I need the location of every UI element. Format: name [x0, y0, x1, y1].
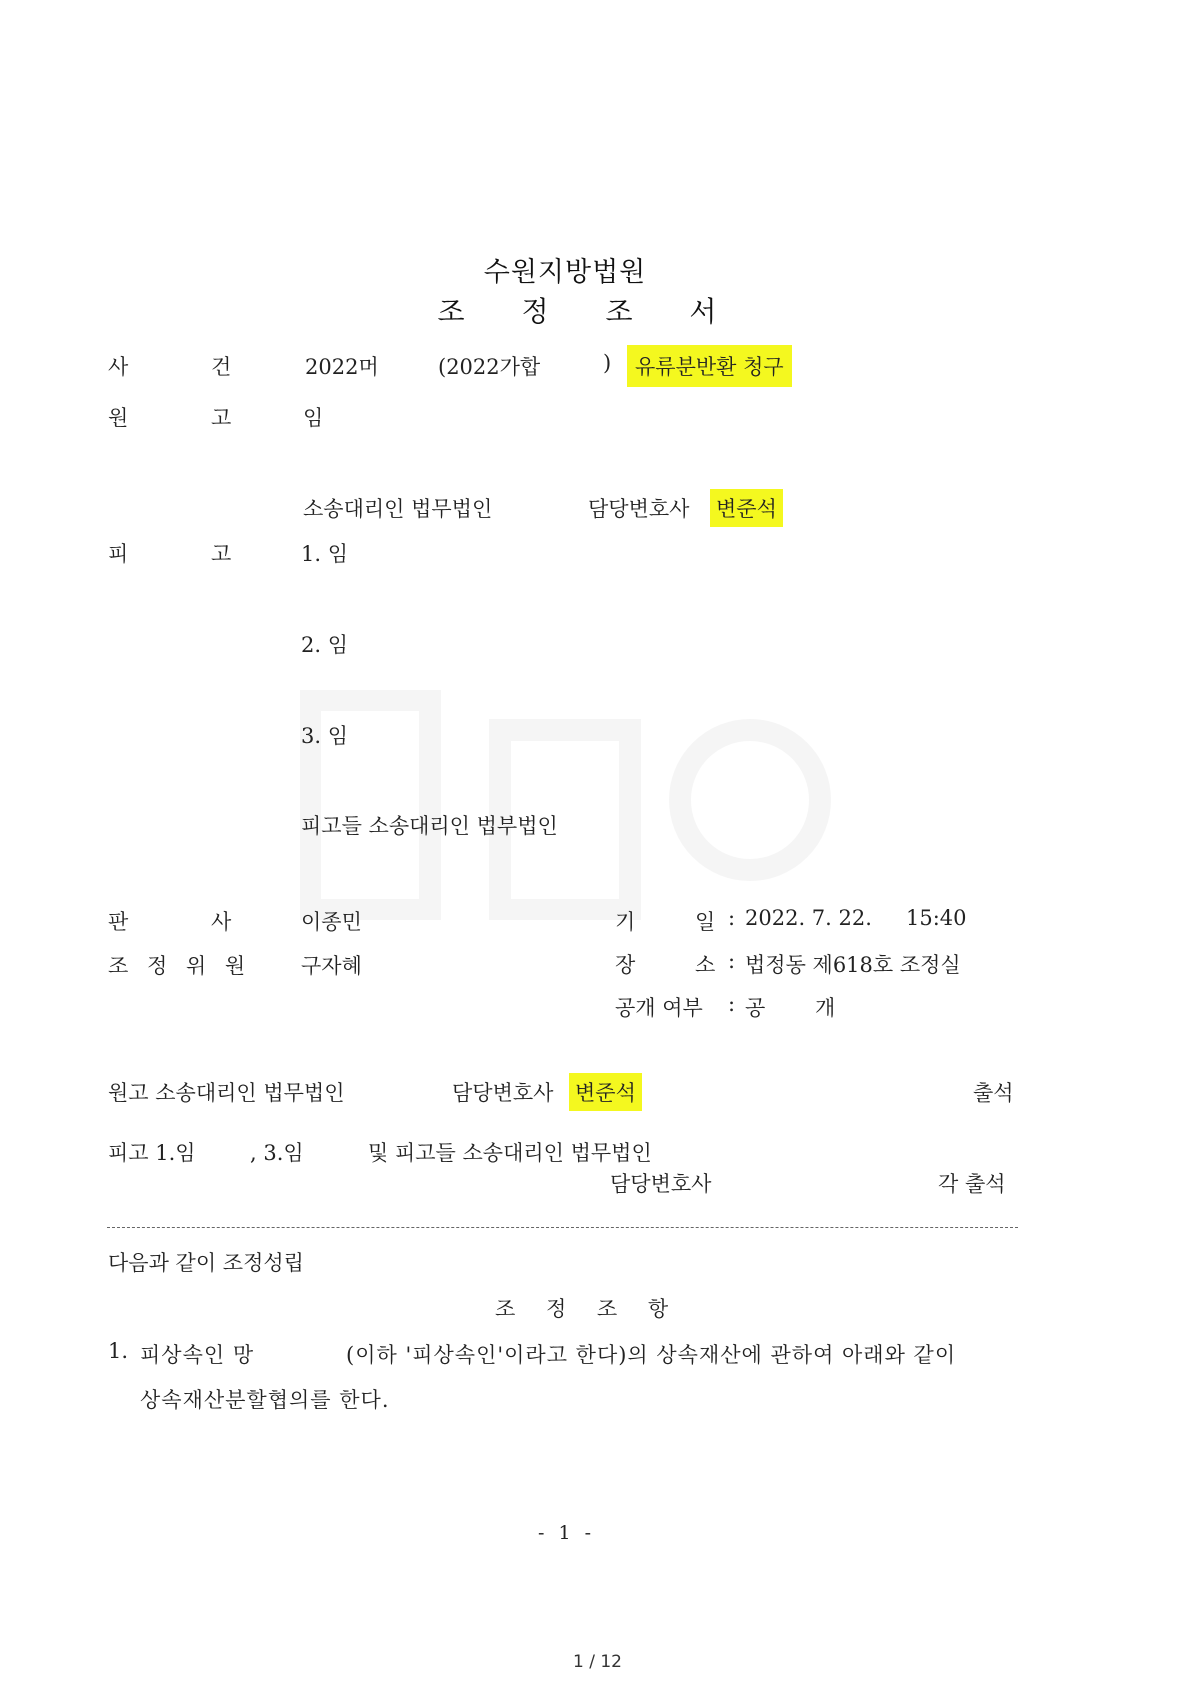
- place-colon: :: [728, 949, 736, 973]
- mediator-label: 조 정 위 원: [108, 954, 252, 978]
- defendant-item-3: 3. 임: [301, 724, 348, 748]
- public-value-a: 공: [745, 996, 766, 1020]
- attendance-attorney-name-highlight: 변준석: [569, 1073, 642, 1111]
- place-label-b: 소: [695, 953, 716, 977]
- defendant-label-b: 고: [211, 542, 232, 566]
- court-name: 수원지방법원: [483, 257, 647, 288]
- date-label-b: 일: [695, 910, 716, 934]
- attendance-defendant-status: 각 출석: [938, 1172, 1006, 1196]
- defendants-agent: 피고들 소송대리인 법부법인: [301, 814, 558, 838]
- session-time: 15:40: [906, 906, 967, 930]
- attendance-defendant-suffix: 및 피고들 소송대리인 법무법인: [368, 1141, 652, 1165]
- judge-label-b: 사: [211, 910, 232, 934]
- case-label-b: 건: [211, 355, 232, 379]
- attendance-plaintiff-status: 출석: [973, 1081, 1014, 1105]
- clause-1-number: 1.: [108, 1339, 129, 1363]
- clause-1-part-c: 상속재산분할협의를 한다.: [140, 1388, 390, 1412]
- plaintiff-attorney-label: 담당변호사: [588, 497, 690, 521]
- case-name-highlight: 유류분반환 청구: [627, 345, 792, 387]
- plaintiff-label-a: 원: [108, 406, 129, 430]
- clause-1-part-b: (이하 '피상속인'이라고 한다)의 상속재산에 관하여 아래와 같이: [346, 1343, 957, 1367]
- section-title: 조 정 조 항: [495, 1297, 681, 1321]
- judge-label-a: 판: [108, 910, 129, 934]
- attendance-defendant-attorney-label: 담당변호사: [610, 1172, 712, 1196]
- attendance-defendant-mid: , 3.임: [250, 1141, 304, 1165]
- dashed-divider: [107, 1227, 1018, 1228]
- public-value-b: 개: [815, 996, 836, 1020]
- defendant-item-1: 1. 임: [301, 542, 348, 566]
- clause-1-part-a: 피상속인 망: [140, 1343, 255, 1367]
- attendance-plaintiff-agent: 원고 소송대리인 법무법인: [108, 1081, 345, 1105]
- public-colon: :: [728, 992, 736, 1016]
- plaintiff-agent: 소송대리인 법무법인: [303, 497, 493, 521]
- case-number: 2022머: [305, 355, 379, 379]
- mediator-name: 구자혜: [301, 954, 362, 978]
- date-colon: :: [728, 906, 736, 930]
- judge-name: 이종민: [301, 910, 362, 934]
- mediation-intro: 다음과 같이 조정성립: [108, 1251, 304, 1275]
- plaintiff-name: 임: [303, 406, 324, 430]
- plaintiff-label-b: 고: [211, 406, 232, 430]
- place-label-a: 장: [615, 953, 636, 977]
- public-label: 공개 여부: [615, 996, 703, 1020]
- watermark-logo: [300, 690, 840, 920]
- case-label-a: 사: [108, 355, 129, 379]
- viewer-page-indicator: 1 / 12: [573, 1652, 622, 1672]
- plaintiff-attorney-name-highlight: 변준석: [710, 489, 783, 527]
- defendant-label-a: 피: [108, 542, 129, 566]
- defendant-item-2: 2. 임: [301, 633, 348, 657]
- session-date: 2022. 7. 22.: [745, 906, 872, 930]
- page-number: - 1 -: [538, 1522, 596, 1544]
- case-close-paren: ): [603, 351, 612, 375]
- document-title: 조 정 조 서: [437, 295, 741, 328]
- attendance-attorney-label: 담당변호사: [452, 1081, 554, 1105]
- date-label-a: 기: [615, 910, 636, 934]
- case-related: (2022가합: [438, 355, 541, 379]
- attendance-defendant-prefix: 피고 1.임: [108, 1141, 196, 1165]
- session-place: 법정동 제618호 조정실: [745, 953, 961, 977]
